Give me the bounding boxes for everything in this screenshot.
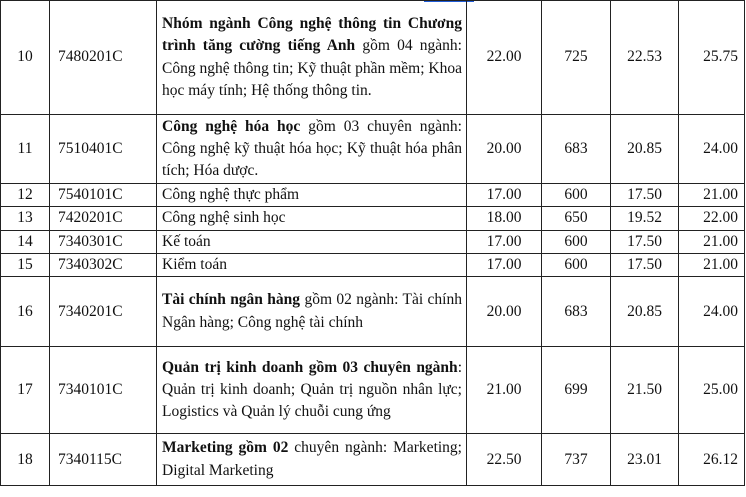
score-dgnl: 650 bbox=[542, 207, 611, 230]
score-thpt: 18.00 bbox=[467, 207, 542, 230]
program-name-detail: gồm 03 chuyên ngành: Công nghệ kỹ thuật hóa học; Kỹ thuật hóa phân tích; Hóa dược. bbox=[162, 117, 462, 180]
score-thpt: 22.00 bbox=[467, 1, 542, 115]
program-code: 7510401C bbox=[50, 115, 157, 184]
score-thpt: 17.00 bbox=[467, 253, 542, 276]
program-name bbox=[157, 277, 467, 347]
score-3: 23.01 bbox=[611, 434, 679, 486]
score-dgnl: 737 bbox=[542, 434, 611, 486]
table-body bbox=[1, 1, 745, 486]
program-code: 7340101C bbox=[50, 347, 157, 434]
program-name bbox=[157, 115, 467, 184]
program-name-detail: Công nghệ thực phẩm bbox=[162, 186, 300, 203]
program-code: 7540101C bbox=[50, 184, 157, 207]
table-row bbox=[1, 347, 745, 434]
program-code: 7340302C bbox=[50, 253, 157, 276]
program-name-detail: Công nghệ sinh học bbox=[162, 209, 286, 227]
score-thpt: 20.00 bbox=[467, 115, 542, 184]
score-thpt: 17.00 bbox=[467, 184, 542, 207]
score-4: 21.00 bbox=[679, 184, 745, 207]
program-name bbox=[157, 434, 467, 486]
score-4: 24.00 bbox=[679, 277, 745, 347]
score-4: 25.00 bbox=[679, 347, 745, 434]
score-3: 20.85 bbox=[611, 277, 679, 347]
program-name-bold: Công nghệ hóa học bbox=[162, 117, 301, 135]
row-number: 18 bbox=[1, 434, 50, 486]
row-number: 17 bbox=[1, 347, 50, 434]
table-row bbox=[1, 207, 745, 230]
row-number: 13 bbox=[1, 207, 50, 230]
score-thpt: 21.00 bbox=[467, 347, 542, 434]
table-row bbox=[1, 277, 745, 347]
program-code: 7340301C bbox=[50, 230, 157, 253]
score-dgnl: 683 bbox=[542, 277, 611, 347]
program-code: 7420201C bbox=[50, 207, 157, 230]
program-code: 7340201C bbox=[50, 277, 157, 347]
score-3: 17.50 bbox=[611, 230, 679, 253]
program-name-bold: Tài chính ngân hàng bbox=[162, 291, 301, 309]
score-dgnl: 600 bbox=[542, 184, 611, 207]
program-name-detail: Kiểm toán bbox=[162, 255, 227, 273]
program-name-detail: Kế toán bbox=[162, 232, 211, 250]
table-row bbox=[1, 115, 745, 184]
program-name bbox=[157, 1, 467, 115]
score-4: 22.00 bbox=[679, 207, 745, 230]
score-4: 21.00 bbox=[679, 230, 745, 253]
table-row bbox=[1, 1, 745, 115]
program-name bbox=[157, 230, 467, 253]
score-dgnl: 600 bbox=[542, 253, 611, 276]
score-dgnl: 725 bbox=[542, 1, 611, 115]
row-number: 10 bbox=[1, 1, 50, 115]
program-name-bold: Marketing gồm 02 bbox=[162, 439, 289, 457]
program-name bbox=[157, 253, 467, 276]
table-row bbox=[1, 253, 745, 276]
score-4: 26.12 bbox=[679, 434, 745, 486]
program-name-detail: gồm 04 ngành: Công nghệ thông tin; Kỹ thuật phần mềm; Khoa học máy tính; Hệ thống thông tin. bbox=[162, 37, 462, 99]
score-thpt: 17.00 bbox=[467, 230, 542, 253]
score-4: 25.75 bbox=[679, 1, 745, 115]
row-number: 11 bbox=[1, 115, 50, 184]
score-4: 21.00 bbox=[679, 253, 745, 276]
score-3: 17.50 bbox=[611, 184, 679, 207]
program-name-detail: : Quản trị kinh doanh; Quản trị nguồn nhân lực; Logistics và Quản lý chuỗi cung ứng bbox=[162, 358, 462, 421]
score-3: 22.53 bbox=[611, 1, 679, 115]
row-number: 12 bbox=[1, 184, 50, 207]
program-name bbox=[157, 207, 467, 230]
table-row bbox=[1, 434, 745, 486]
row-number: 16 bbox=[1, 277, 50, 347]
score-dgnl: 683 bbox=[542, 115, 611, 184]
program-name-bold: Quản trị kinh doanh gồm 03 chuyên ngành bbox=[162, 358, 458, 376]
program-name bbox=[157, 347, 467, 434]
score-thpt: 22.50 bbox=[467, 434, 542, 486]
program-code: 7480201C bbox=[50, 1, 157, 115]
program-name-detail: gồm 02 ngành: Tài chính Ngân hàng; Công nghệ tài chính bbox=[162, 291, 462, 331]
score-dgnl: 600 bbox=[542, 230, 611, 253]
table-row bbox=[1, 230, 745, 253]
score-3: 20.85 bbox=[611, 115, 679, 184]
score-dgnl: 699 bbox=[542, 347, 611, 434]
score-thpt: 20.00 bbox=[467, 277, 542, 347]
program-code: 7340115C bbox=[50, 434, 157, 486]
score-3: 21.50 bbox=[611, 347, 679, 434]
row-number: 14 bbox=[1, 230, 50, 253]
program-name-bold: Nhóm ngành Công nghệ thông tin Chương trình tăng cường tiếng Anh bbox=[162, 14, 462, 55]
score-4: 24.00 bbox=[679, 115, 745, 184]
program-name-detail: chuyên ngành: Marketing; Digital Marketing bbox=[162, 439, 462, 479]
table-row bbox=[1, 184, 745, 207]
program-name bbox=[157, 184, 467, 207]
row-number: 15 bbox=[1, 253, 50, 276]
score-3: 19.52 bbox=[611, 207, 679, 230]
score-3: 17.50 bbox=[611, 253, 679, 276]
